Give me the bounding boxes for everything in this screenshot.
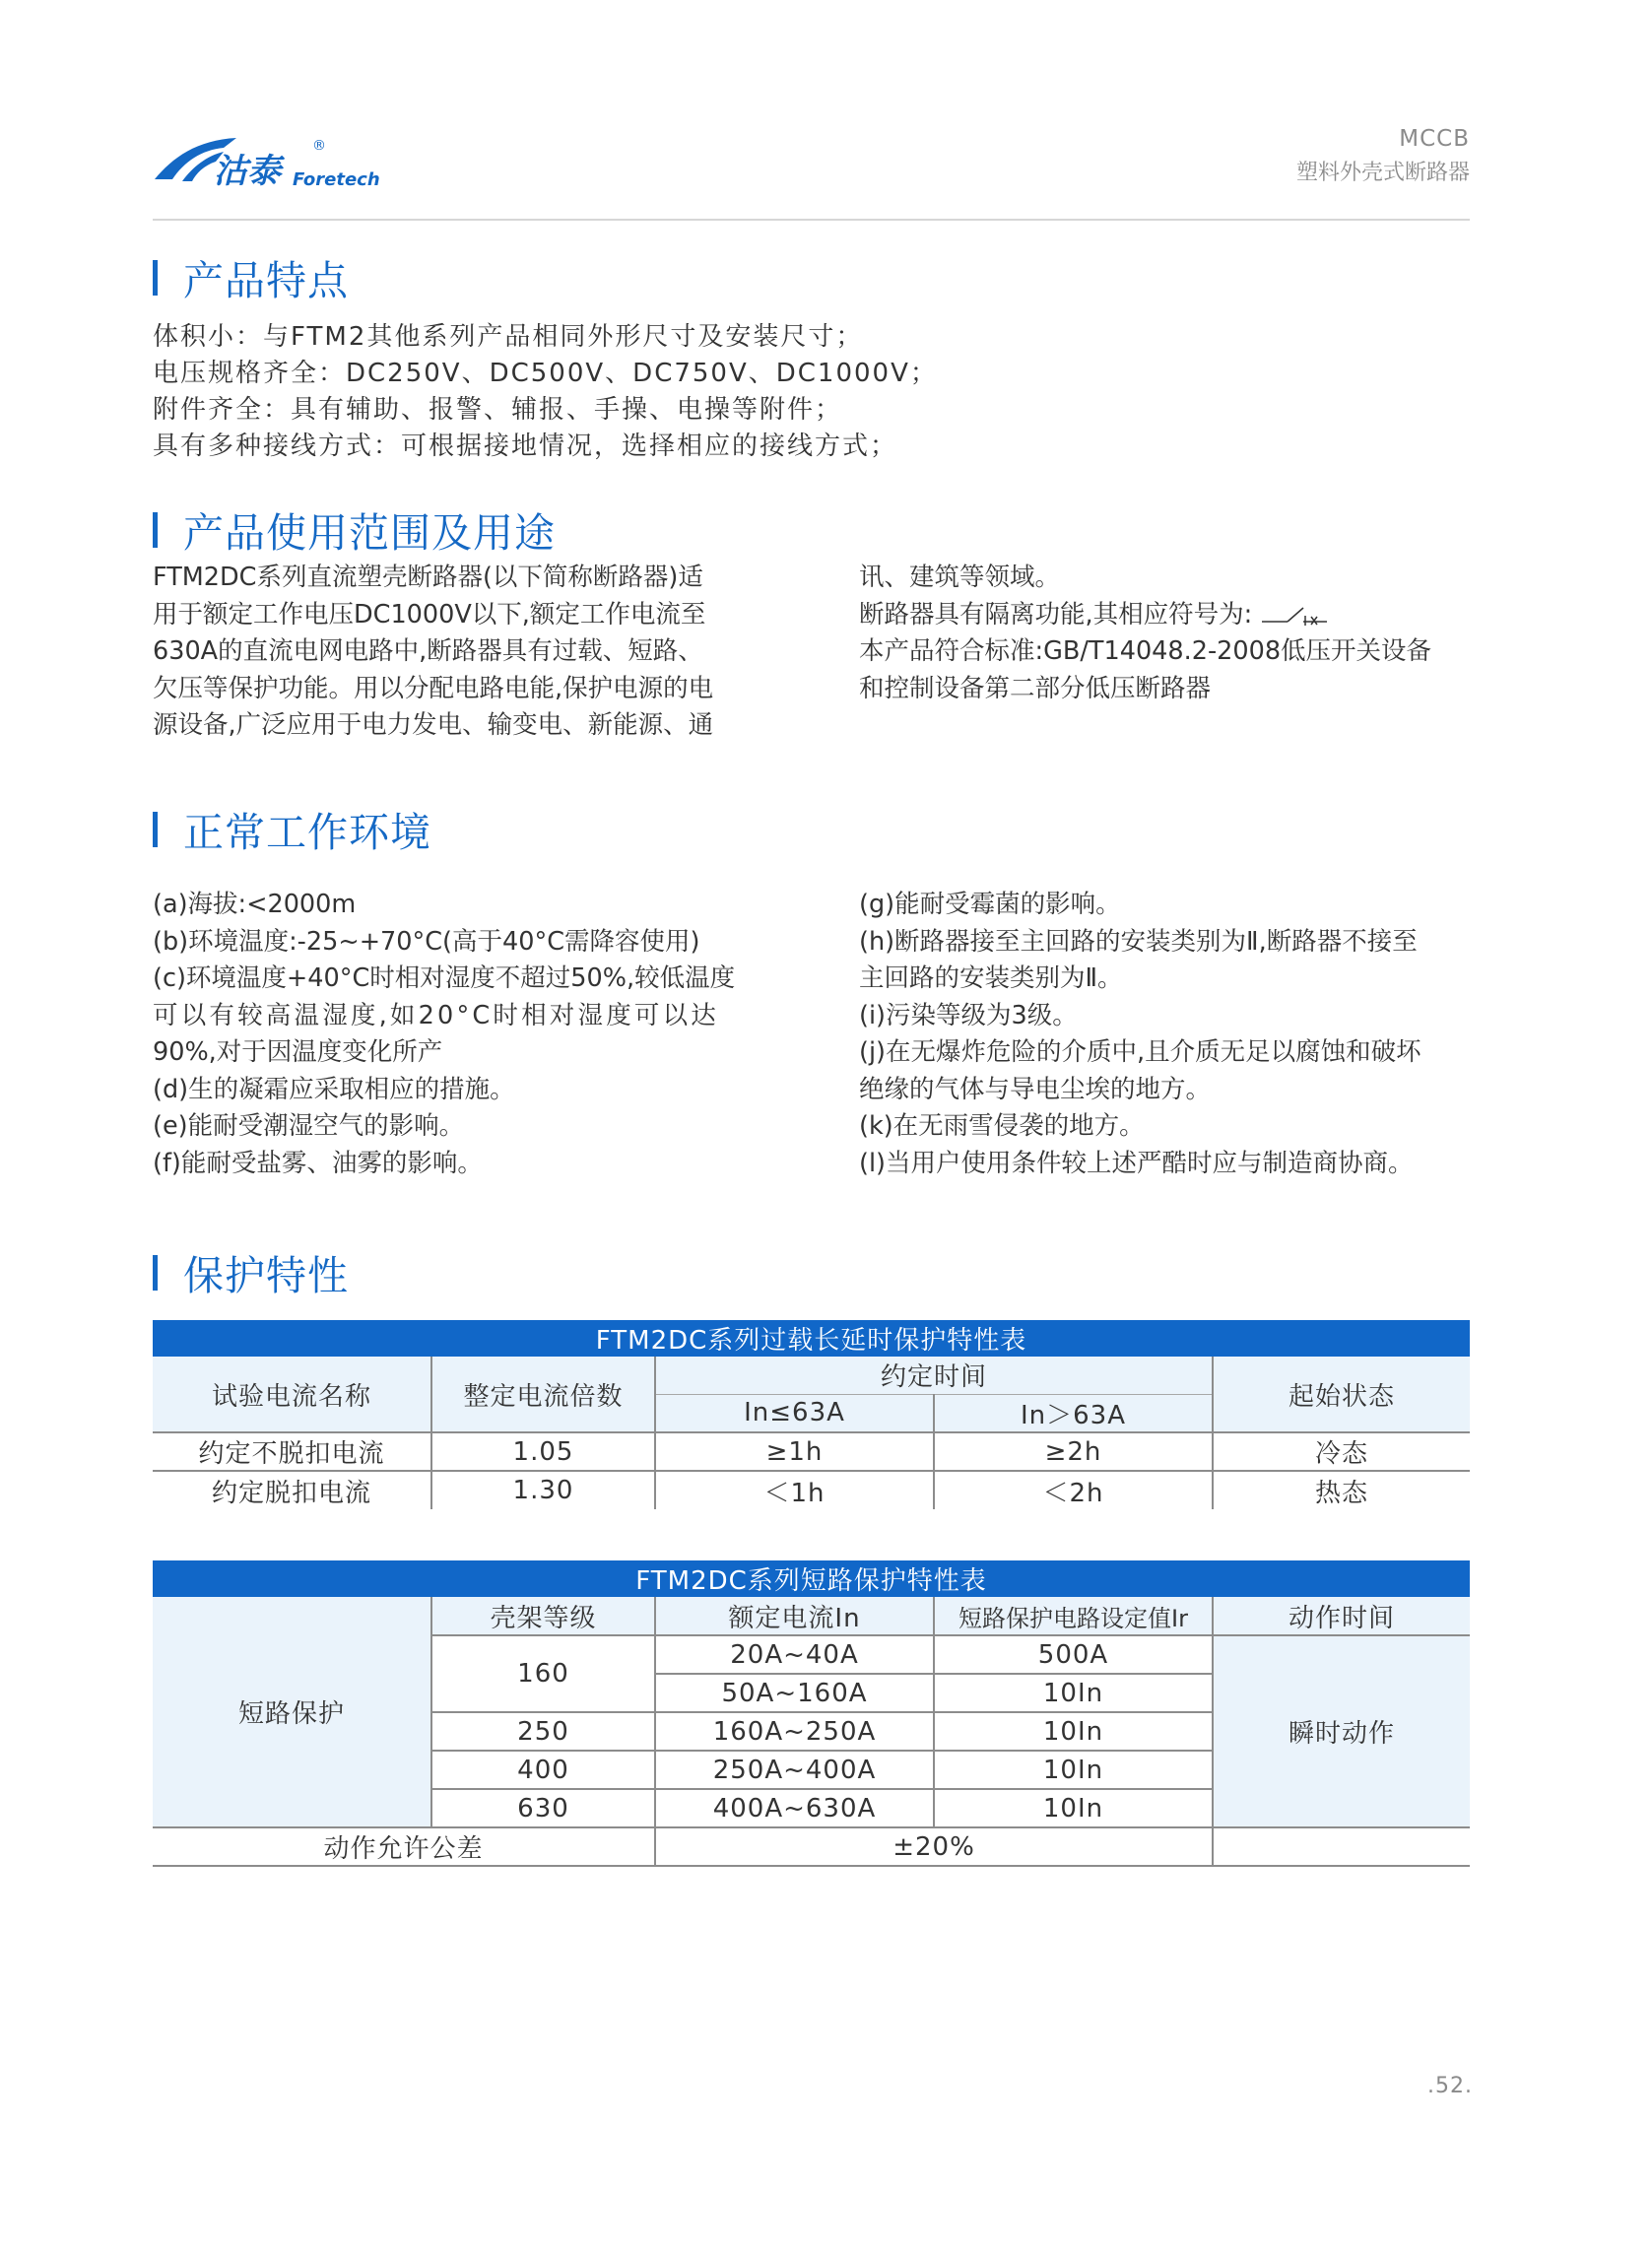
column-header: 壳架等级 bbox=[431, 1597, 655, 1635]
brand-swoosh-icon bbox=[153, 128, 409, 197]
section-heading-protection bbox=[153, 1243, 349, 1301]
section-heading-usage bbox=[153, 500, 556, 559]
brand-name-en: Foretech bbox=[293, 169, 380, 190]
env-line: (g)能耐受霉菌的影响。 bbox=[859, 890, 1121, 919]
row-label: 短路保护 bbox=[153, 1597, 431, 1827]
env-line: (l)当用户使用条件较上述严酷时应与制造商协商。 bbox=[859, 1148, 1414, 1178]
column-header: 额定电流In bbox=[655, 1597, 934, 1635]
table-cell: 1.05 bbox=[431, 1432, 655, 1471]
env-line: 主回路的安装类别为Ⅱ。 bbox=[859, 963, 1123, 993]
env-line: (b)环境温度:-25~+70°C(高于40°C需降容使用) bbox=[153, 926, 700, 957]
env-line: (h)断路器接至主回路的安装类别为Ⅱ,断路器不接至 bbox=[859, 926, 1418, 957]
table-row bbox=[153, 1432, 1470, 1471]
features-line: 具有多种接线方式：可根据接地情况，选择相应的接线方式； bbox=[153, 431, 898, 461]
table-cell: 160 bbox=[431, 1635, 655, 1712]
table-cell: 50A~160A bbox=[655, 1674, 934, 1712]
env-line: (k)在无雨雪侵袭的地方。 bbox=[859, 1111, 1145, 1141]
features-line: 体积小：与FTM2其他系列产品相同外形尺寸及安装尺寸； bbox=[153, 322, 864, 352]
category-cn: 塑料外壳式断路器 bbox=[1295, 161, 1470, 185]
table-cell: 630 bbox=[431, 1789, 655, 1827]
table-title: FTM2DC系列过载长延时保护特性表 bbox=[153, 1320, 1470, 1357]
brand-logo bbox=[153, 128, 409, 197]
env-line: (j)在无爆炸危险的介质中,且介质无足以腐蚀和破坏 bbox=[859, 1037, 1421, 1067]
usage-line: FTM2DC系列直流塑壳断路器(以下简称断路器)适 bbox=[153, 563, 703, 592]
usage-line: 和控制设备第二部分低压断路器 bbox=[859, 673, 1212, 703]
features-line: 附件齐全：具有辅助、报警、辅报、手操、电操等附件； bbox=[153, 395, 843, 425]
table-cell: ＜1h bbox=[655, 1471, 934, 1509]
usage-line: 源设备,广泛应用于电力发电、输变电、新能源、通 bbox=[153, 710, 714, 740]
features-line: 电压规格齐全：DC250V、DC500V、DC750V、DC1000V； bbox=[153, 359, 938, 388]
env-line: (a)海拔:<2000m bbox=[153, 890, 357, 919]
usage-line: 用于额定工作电压DC1000V以下,额定工作电流至 bbox=[153, 599, 706, 630]
section-title: 产品使用范围及用途 bbox=[183, 509, 556, 557]
column-header: 动作时间 bbox=[1213, 1597, 1470, 1635]
env-line: 可以有较高温湿度,如20°C时相对湿度可以达 bbox=[153, 1000, 720, 1030]
section-heading-features bbox=[153, 248, 349, 306]
section-title: 产品特点 bbox=[183, 257, 349, 304]
features-text bbox=[153, 319, 938, 465]
table-cell: 10In bbox=[934, 1712, 1213, 1751]
table-cell: ＜2h bbox=[934, 1471, 1213, 1509]
section-title: 保护特性 bbox=[183, 1252, 349, 1299]
table-cell: 400A~630A bbox=[655, 1789, 934, 1827]
table-cell: 400 bbox=[431, 1751, 655, 1789]
category-en: MCCB bbox=[1399, 126, 1470, 152]
usage-line: 本产品符合标准:GB/T14048.2-2008低压开关设备 bbox=[859, 636, 1432, 666]
brand-name-cn: 沽泰 bbox=[214, 152, 281, 191]
short-circuit-protection-table bbox=[153, 1560, 1470, 1867]
table-cell: ≥2h bbox=[934, 1432, 1213, 1471]
header-divider bbox=[153, 219, 1470, 221]
column-header: 试验电流名称 bbox=[153, 1357, 431, 1432]
env-line: (d)生的凝霜应采取相应的措施。 bbox=[153, 1074, 515, 1104]
usage-text-left bbox=[153, 560, 713, 745]
table-cell: 160A~250A bbox=[655, 1712, 934, 1751]
section-heading-environment bbox=[153, 800, 431, 858]
env-line: (c)环境温度+40°C时相对湿度不超过50%,较低温度 bbox=[153, 963, 736, 993]
environment-text-right bbox=[859, 887, 1421, 1182]
column-header: In＞63A bbox=[934, 1394, 1213, 1432]
table-cell: 10In bbox=[934, 1751, 1213, 1789]
overload-protection-table bbox=[153, 1320, 1470, 1509]
table-cell bbox=[1213, 1827, 1470, 1866]
table-cell: 20A~40A bbox=[655, 1635, 934, 1674]
environment-text-left bbox=[153, 887, 735, 1182]
env-line: (e)能耐受潮湿空气的影响。 bbox=[153, 1111, 465, 1141]
usage-text-right bbox=[859, 560, 1431, 707]
table-cell: 500A bbox=[934, 1635, 1213, 1674]
env-line: (f)能耐受盐雾、油雾的影响。 bbox=[153, 1148, 483, 1178]
usage-isolation-text: 断路器具有隔离功能,其相应符号为: bbox=[859, 599, 1253, 630]
table-cell: ±20% bbox=[655, 1827, 1213, 1866]
table-cell: 250A~400A bbox=[655, 1751, 934, 1789]
section-title: 正常工作环境 bbox=[183, 809, 431, 856]
usage-line: 欠压等保护功能。用以分配电路电能,保护电源的电 bbox=[153, 673, 714, 703]
table-cell: 约定不脱扣电流 bbox=[153, 1432, 431, 1471]
env-line: 90%,对于因温度变化所产 bbox=[153, 1037, 443, 1067]
table-row bbox=[153, 1471, 1470, 1509]
column-header: In≤63A bbox=[655, 1394, 934, 1432]
isolator-symbol-icon bbox=[1260, 604, 1329, 628]
table-cell: ≥1h bbox=[655, 1432, 934, 1471]
column-header: 整定电流倍数 bbox=[431, 1357, 655, 1432]
env-line: 绝缘的气体与导电尘埃的地方。 bbox=[859, 1074, 1212, 1104]
header-category bbox=[1296, 126, 1470, 186]
column-header: 起始状态 bbox=[1213, 1357, 1470, 1432]
heading-bar bbox=[153, 812, 158, 847]
column-header: 约定时间 bbox=[655, 1357, 1213, 1394]
table-cell: 250 bbox=[431, 1712, 655, 1751]
page-number: .52. bbox=[1427, 2074, 1473, 2098]
table-cell: 瞬时动作 bbox=[1213, 1635, 1470, 1827]
table-title: FTM2DC系列短路保护特性表 bbox=[153, 1560, 1470, 1597]
usage-line bbox=[859, 597, 1431, 634]
table-cell: 1.30 bbox=[431, 1471, 655, 1509]
table-cell: 10In bbox=[934, 1789, 1213, 1827]
table-cell: 热态 bbox=[1315, 1478, 1369, 1508]
env-line: (i)污染等级为3级。 bbox=[859, 1000, 1078, 1030]
table-cell: 10In bbox=[934, 1674, 1213, 1712]
heading-bar bbox=[153, 1255, 158, 1291]
table-cell: 动作允许公差 bbox=[153, 1827, 655, 1866]
table-cell: 约定脱扣电流 bbox=[153, 1471, 431, 1509]
usage-line: 630A的直流电网电路中,断路器具有过载、短路、 bbox=[153, 636, 703, 666]
heading-bar bbox=[153, 260, 158, 296]
column-header: 短路保护电路设定值Ir bbox=[934, 1597, 1213, 1635]
usage-line: 讯、建筑等领域。 bbox=[859, 563, 1061, 592]
table-row bbox=[153, 1827, 1470, 1866]
table-cell: 冷态 bbox=[1213, 1432, 1470, 1471]
registered-mark: ® bbox=[312, 138, 326, 154]
heading-bar bbox=[153, 512, 158, 548]
